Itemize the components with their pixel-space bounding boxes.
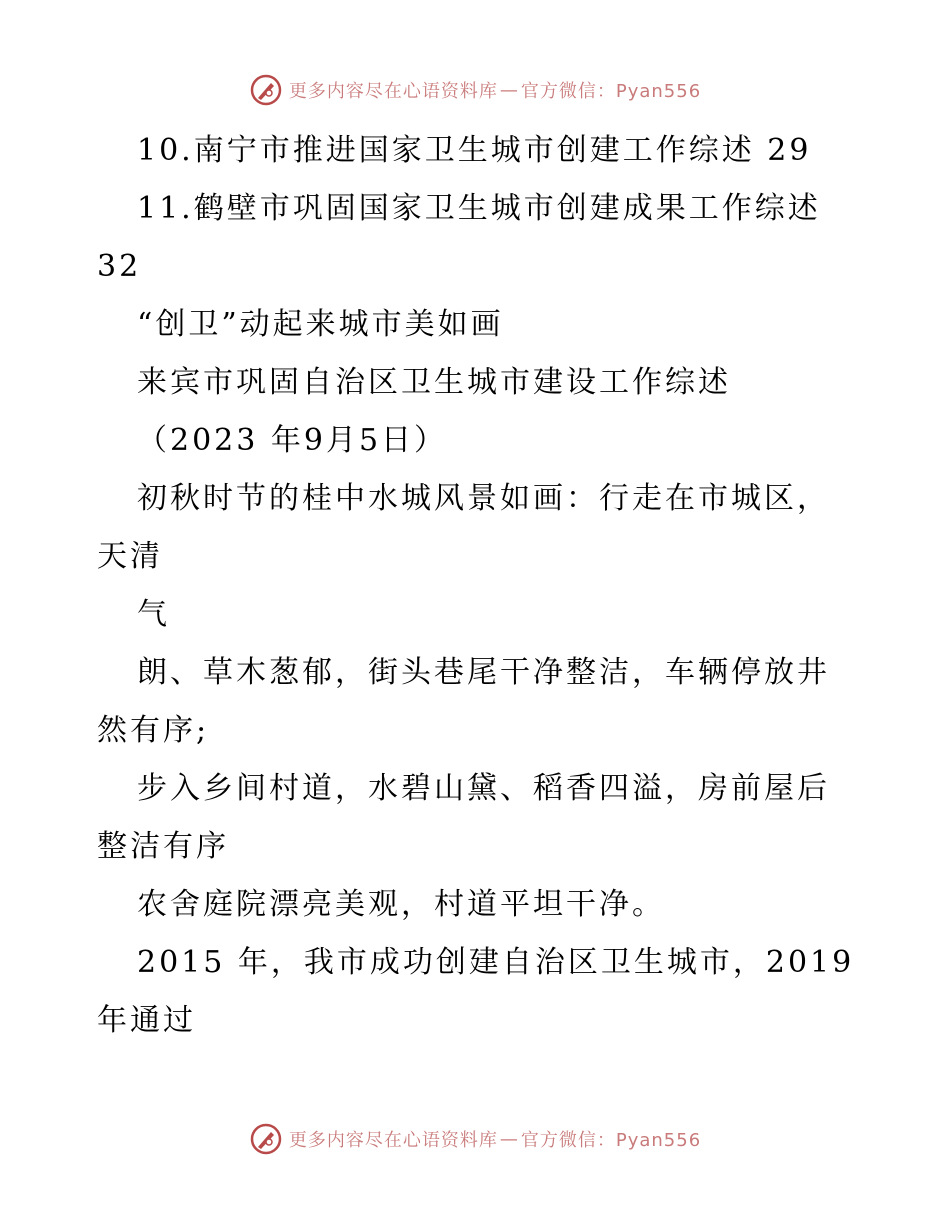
text-line: 2015 年，我市成功创建自治区卫生城市，2019	[137, 945, 855, 980]
text-line: 年通过	[97, 1003, 196, 1038]
watermark-contact: 官方微信：Pyan556	[520, 81, 702, 102]
text-line: “创卫”动起来城市美如画	[137, 307, 504, 342]
document-body	[97, 122, 857, 1050]
text-line: 天清	[97, 539, 163, 574]
watermark-text: 更多内容尽在心语资料库	[288, 1130, 498, 1151]
watermark-text: 更多内容尽在心语资料库	[288, 81, 498, 102]
text-line: 来宾市巩固自治区卫生城市建设工作综述	[137, 365, 731, 400]
text-line: 步入乡间村道，水碧山黛、稻香四溢，房前屋后	[137, 771, 830, 806]
footer-watermark	[0, 1119, 950, 1159]
text-line: 10.南宁市推进国家卫生城市创建工作综述 29	[137, 133, 812, 168]
watermark-separator: —	[499, 79, 519, 101]
pen-logo-icon	[249, 73, 283, 107]
text-line: 然有序;	[97, 713, 210, 748]
pen-logo-icon	[249, 1122, 283, 1156]
watermark-contact: 官方微信：Pyan556	[520, 1130, 702, 1151]
text-line: 11.鹤壁市巩固国家卫生城市创建成果工作综述	[137, 191, 821, 226]
text-line: 气	[137, 597, 170, 632]
text-line: 农舍庭院漂亮美观，村道平坦干净。	[137, 887, 665, 922]
text-line: 整洁有序	[97, 829, 229, 864]
header-watermark	[0, 70, 950, 110]
watermark-separator: —	[499, 1128, 519, 1150]
text-line: 初秋时节的桂中水城风景如画：行走在市城区，	[137, 481, 830, 516]
text-line: 朗、草木葱郁，街头巷尾干净整洁，车辆停放井	[137, 655, 830, 690]
text-line: 32	[97, 249, 142, 284]
text-line: （2023 年9月5日）	[137, 423, 448, 458]
